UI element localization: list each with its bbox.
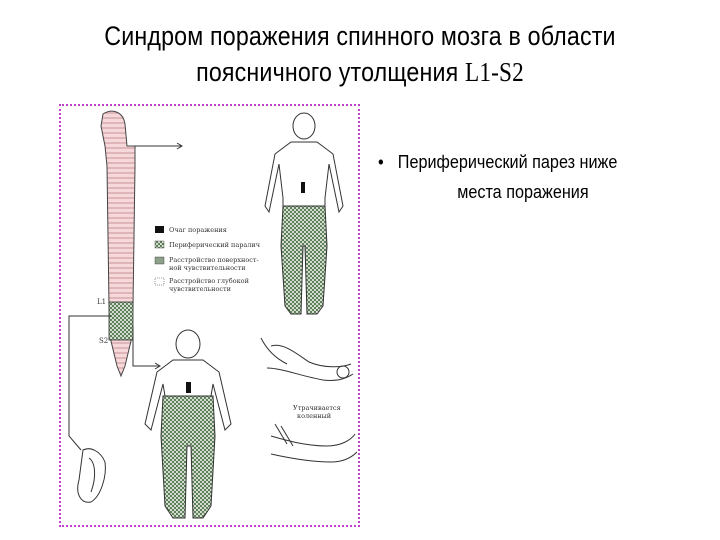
bullet-text-line-1: Периферический парез ниже [397,152,618,172]
legend-swatch-surface [155,257,164,264]
title-segment-range: L1-S2 [465,57,524,87]
legend-swatch-lesion [155,226,164,233]
slide-title [76,18,644,90]
body-front-figure [265,113,343,314]
legend-swatch-deep [155,278,164,285]
body-back-figure [145,330,231,518]
lesion-marker-front [301,182,305,193]
legend-label-lesion: Очаг поражения [169,226,227,234]
title-line-1: Синдром поражения спинного мозга в области [104,21,616,51]
legend-label-deep: Расстройство глубокой [169,277,249,285]
legend [155,226,260,293]
title-line-2-text: поясничного утолщения [196,57,466,87]
reflex-sketches [261,338,357,462]
lesion-zone [109,302,133,340]
legend-label-deep-2: чувствительности [169,285,231,293]
caption-line-2: коленный [297,412,332,420]
legend-label-surface-2: ной чувствительности [169,264,246,272]
legend-label-surface: Расстройство поверхност- [169,256,259,264]
lesion-marker-back [186,382,191,393]
legend-swatch-paralysis [155,241,164,248]
segment-label-lower: S2 [99,337,109,345]
segment-label-upper: L1 [97,298,107,306]
bullet-text-line-2: места поражения [457,182,589,202]
figure-drawing [61,106,358,525]
bullet-symbol: • [378,152,384,172]
foot-sketch [78,449,106,503]
spinal-lesion-figure [59,104,360,527]
caption-line-1: Утрачивается [293,404,341,412]
title-line-2 [76,54,644,90]
legend-label-paralysis: Периферический паралич [169,241,261,249]
